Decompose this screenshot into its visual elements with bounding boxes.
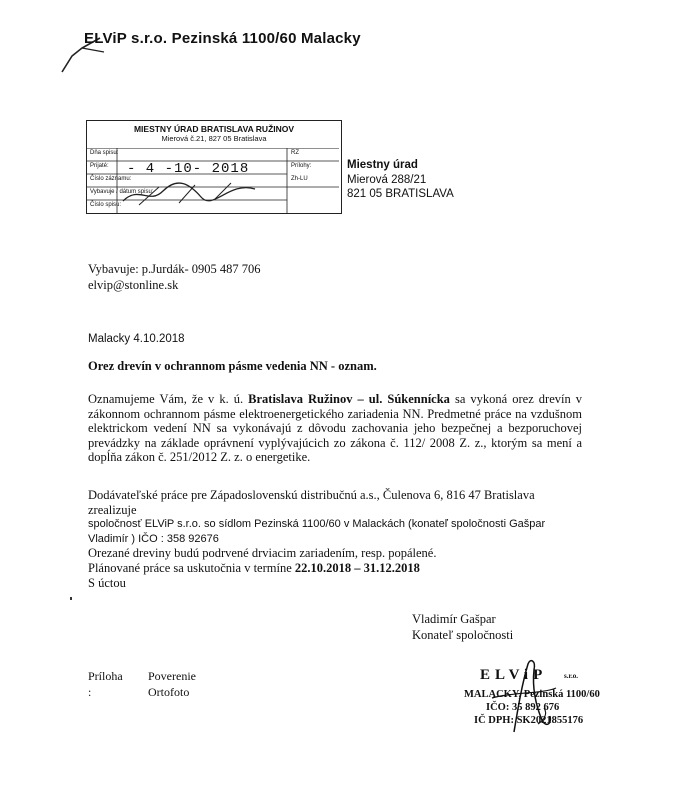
stamp-label-reg: RZ — [291, 150, 299, 156]
recipient-street: Mierová 288/21 — [347, 173, 427, 186]
p2-line-5-dates: 22.10.2018 – 31.12.2018 — [294, 560, 420, 575]
letterhead: ELViP s.r.o. Pezinská 1100/60 Malacky — [84, 30, 361, 47]
company-stamp-sro: s.r.o. — [564, 672, 578, 680]
p2-line-6: S úctou — [88, 575, 126, 590]
stamp-label-received: Prijaté: — [90, 163, 109, 169]
handwritten-signature — [452, 658, 612, 736]
contact-handler: Vybavuje: p.Jurdák- 0905 487 706 — [88, 262, 261, 276]
company-stamp-title: ELViP — [480, 667, 548, 683]
stray-dot — [70, 597, 72, 600]
body-paragraph-2 — [88, 488, 582, 590]
attachments-label: Príloha : — [88, 669, 123, 699]
p2-line-2: spoločnosť ELViP s.r.o. so sídlom Pezinská 1100/60 v Malackách (konateľ spoločnosti Gašpar — [88, 518, 546, 531]
recipient-name: Miestny úrad — [347, 159, 418, 171]
stamp-label-file: Číslo spisu: — [90, 202, 122, 208]
contact-block — [88, 261, 261, 293]
place-date: Malacky 4.10.2018 — [88, 333, 185, 345]
stamp-received-date: - 4 -10- 2018 — [127, 161, 250, 177]
body-paragraph-1 — [88, 392, 582, 465]
company-stamp-vat: IČ DPH: SK2021855176 — [474, 715, 584, 726]
company-stamp — [452, 658, 612, 736]
stamp-label-record: Číslo záznamu: — [90, 176, 132, 182]
signature-block — [412, 611, 513, 643]
registry-stamp — [86, 120, 342, 214]
company-stamp-ico: IČO: 35 892 676 — [486, 702, 560, 713]
stamp-address: Mierová č.21, 827 05 Bratislava — [161, 134, 267, 143]
p1-prefix: Oznamujeme Vám, že v k. ú. — [88, 392, 249, 406]
stamp-label-sheets: Prílohy: — [291, 163, 312, 169]
p1-rest: sa vykoná orez drevín v zákonnom ochrannom pásme elektroenergetického zariadenia NN. Predmetné práce na vzdušnom elektrickom vedení NN sa vykonávajú z dôvodu zachovania jeho bezpečnej a bezporuchovej prevádzky na základe oprávnení vyplývajúcich zo zákona č. 112/ 2008 Z. z., ktorým sa mení a dopĺňa zákon č. 251/2012 Z. z. o energetike. — [88, 392, 582, 465]
company-stamp-address: MALACKY, Pezinská 1100/60 — [464, 689, 600, 700]
subject-line: Orez drevín v ochrannom pásme vedenia NN - oznam. — [88, 359, 377, 373]
p1-location: Bratislava Ružinov – ul. Súkennícka — [248, 392, 450, 406]
p2-line-3: Vladimír ) IČO : 358 92676 — [88, 532, 219, 545]
stamp-label-handler: Vybavuje / dátum spisu: — [90, 189, 154, 195]
signatory-name: Vladimír Gašpar — [412, 612, 496, 626]
attachment-item: Ortofoto — [148, 685, 190, 699]
attachment-item: Poverenie — [148, 669, 196, 683]
p2-line-5-prefix: Plánované práce sa uskutočnia v termíne — [88, 560, 295, 575]
recipient-address — [347, 158, 454, 202]
p2-line-1: Dodávateľské práce pre Západoslovenskú distribučnú a.s., Čulenova 6, 816 47 Bratislava zrealizuje — [88, 488, 535, 517]
contact-email: elvip@stonline.sk — [88, 278, 179, 292]
stamp-handwritten-number — [119, 179, 259, 209]
stamp-label-handling: Zh-LU — [291, 176, 308, 182]
recipient-city: 821 05 BRATISLAVA — [347, 188, 454, 200]
signatory-role: Konateľ spoločnosti — [412, 628, 514, 642]
p2-line-4: Orezané dreviny budú podrvené drviacim zariadením, resp. popálené. — [88, 546, 437, 561]
stamp-office: MIESTNY ÚRAD BRATISLAVA RUŽINOV — [133, 124, 295, 134]
stamp-label-day: Dňa spisu: — [90, 150, 119, 156]
